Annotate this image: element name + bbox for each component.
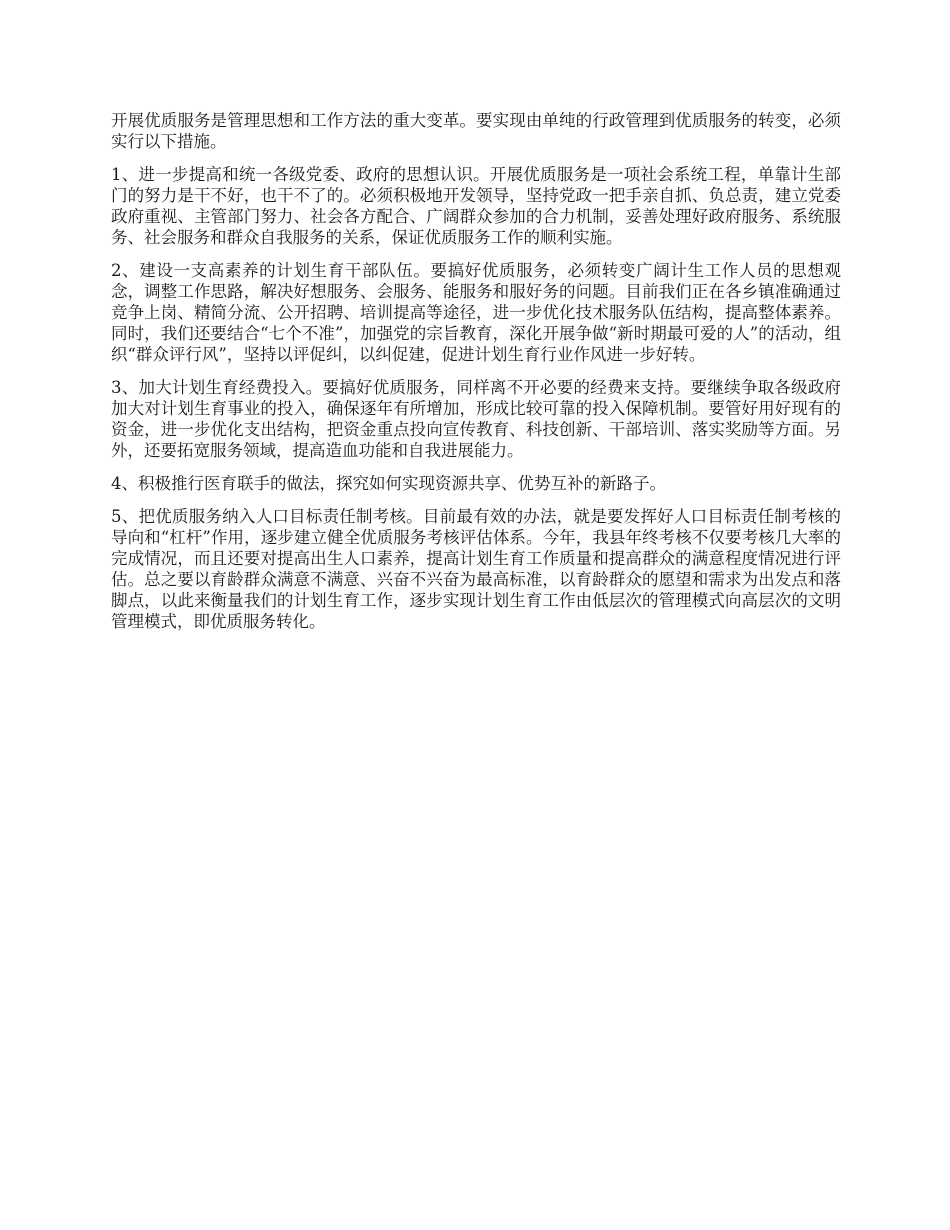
measure-3-paragraph: 3、加大计划生育经费投入。要搞好优质服务，同样离不开必要的经费来支持。要继续争取各级政府加大对计划生育事业的投入，确保逐年有所增加，形成比较可靠的投入保障机制。要管好用好现有的资金，进一步优化支出结构，把资金重点投向宣传教育、科技创新、干部培训、落实奖励等方面。另外，还要拓宽服务领域，提高造血功能和自我进展能力。 xyxy=(111,378,841,460)
measure-4-paragraph: 4、积极推行医育联手的做法，探究如何实现资源共享、优势互补的新路子。 xyxy=(111,474,666,493)
intro-paragraph: 开展优质服务是管理思想和工作方法的重大变革。要实现由单纯的行政管理到优质服务的转变，必须实行以下措施。 xyxy=(111,111,841,151)
measure-2-paragraph: 2、建设一支高素养的计划生育干部队伍。要搞好优质服务，必须转变广阔计生工作人员的思想观念，调整工作思路，解决好想服务、会服务、能服务和服好务的问题。目前我们正在各乡镇准确通过竞争上岗、精简分流、公开招聘、培训提高等途径，进一步优化技术服务队伍结构，提高整体素养。同时，我们还要结合“七个不准”，加强党的宗旨教育，深化开展争做“新时期最可爱的人”的活动，组织“群众评行风”，坚持以评促纠，以纠促建，促进计划生育行业作风进一步好转。 xyxy=(111,261,841,364)
document-page xyxy=(111,110,841,644)
measure-1-paragraph: 1、进一步提高和统一各级党委、政府的思想认识。开展优质服务是一项社会系统工程，单靠计生部门的努力是干不好，也干不了的。必须积极地开发领导，坚持党政一把手亲自抓、负总责，建立党委政府重视、主管部门努力、社会各方配合、广阔群众参加的合力机制，妥善处理好政府服务、系统服务、社会服务和群众自我服务的关系，保证优质服务工作的顺利实施。 xyxy=(111,165,841,247)
measure-5-paragraph: 5、把优质服务纳入人口目标责任制考核。目前最有效的办法，就是要发挥好人口目标责任制考核的导向和“杠杆”作用，逐步建立健全优质服务考核评估体系。今年，我县年终考核不仅要考核几大率的完成情况，而且还要对提高出生人口素养，提高计划生育工作质量和提高群众的满意程度情况进行评估。总之要以育龄群众满意不满意、兴奋不兴奋为最高标准，以育龄群众的愿望和需求为出发点和落脚点，以此来衡量我们的计划生育工作，逐步实现计划生育工作由低层次的管理模式向高层次的文明管理模式，即优质服务转化。 xyxy=(111,507,841,631)
